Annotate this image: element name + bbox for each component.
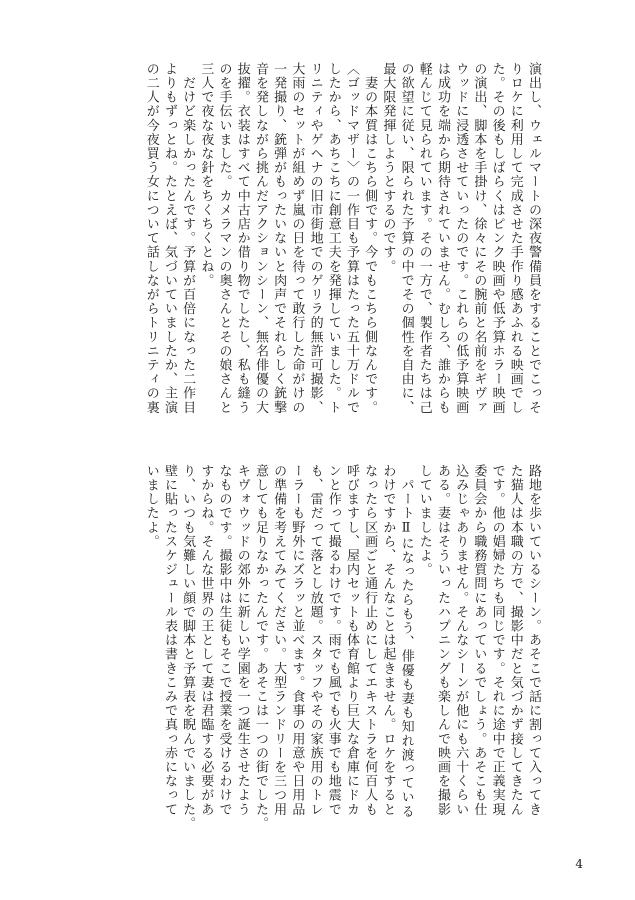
text-line: 委員会から職務質問にあっているでしょう。あそこも仕 xyxy=(471,464,487,817)
text-line: た。その後もしばらくはピンク映画や低予算ホラー映画 xyxy=(489,62,505,415)
text-line: ウッドに浸透させていったのです。これらの低予算映画 xyxy=(453,62,469,415)
text-line: していましたよ。 xyxy=(416,464,432,577)
text-line: ンと作って撮るわけです。雨でも風でも火事でも地震で xyxy=(325,464,341,817)
text-line: 意しても足りなかったんです。あそこは一つの街でした。 xyxy=(252,464,268,831)
text-line: 一発撮り、銃弾がもったいないと肉声でそれらしく銃撃 xyxy=(271,62,287,415)
upper-text-block xyxy=(112,62,542,437)
text-line: の二人が今夜買う女について話しながらトリニティの裏 xyxy=(143,62,159,415)
page-number: 4 xyxy=(575,857,583,871)
text-line: のを手伝いました。カメラマンの奥さんとその娘さんと xyxy=(216,62,232,415)
text-line: 軽んじて見られています。その一方で、製作者たちは己 xyxy=(416,62,432,415)
text-line: 演出し、ウェルマートの深夜警備員をすることでこっそ xyxy=(526,62,541,415)
text-line: だけど楽しかったんです。予算が百倍になった二作目 xyxy=(180,62,196,415)
text-line: 音を発しながら挑んだアクションシーン、無名俳優の大 xyxy=(252,62,268,415)
text-line: 三人で夜な夜な針をちくちくとね。 xyxy=(198,62,214,288)
text-line: も、雷だって落とし放題。スタッフやその家族用のトレ xyxy=(307,464,323,817)
text-line: 妻の本質はこちら側です。今でもこちら側なんです。 xyxy=(362,62,378,415)
text-line: すからね。そんな世界の王として妻は君臨する必要があ xyxy=(198,464,214,817)
text-line: り、いつも気難しい顔で脚本と予算表を睨んでいました。 xyxy=(180,464,196,831)
text-line: なったら区画ごと通行止めにしてエキストラを何百人も xyxy=(362,464,378,817)
text-line: は成功を端から期待されていません。むしろ、誰からも xyxy=(434,62,450,415)
text-line: 壁に貼ったスケジュール表は書きこみで真っ赤になって xyxy=(161,464,177,817)
text-line: た猫人は本職の方で、撮影中だと気づかず接してきたん xyxy=(507,464,523,817)
text-line: です。他の娼婦たちも同じです。それに途中で正義実現 xyxy=(489,464,505,817)
text-line: キヴォウッドの郊外に新しい学園を一つ誕生させたよう xyxy=(234,464,250,817)
text-line: 大雨のセットが組めず嵐の日を待って敢行した命がけの xyxy=(289,62,305,415)
text-line: よりもずっとね。たとえば、気づいていましたか、主演 xyxy=(161,62,177,415)
text-line: ある。妻はそういったハプニングも楽しんで映画を撮影 xyxy=(434,464,450,817)
text-line: わけですから、そんなことは起きません。ロケをすると xyxy=(380,464,396,817)
text-line: の準備を考えてみてください。大型ランドリーを三つ用 xyxy=(271,464,287,817)
text-line: 呼びますし、屋内セットも体育館より巨大な倉庫にドカ xyxy=(343,464,359,817)
text-line: の演出、脚本を手掛け、徐々にその腕前と名前をギヴァ xyxy=(471,62,487,415)
text-line: 〈ゴッドマザー〉の一作目も予算はたった五十万ドルで xyxy=(343,62,359,415)
text-line: リニティやゲヘナの旧市街地でのゲリラ的無許可撮影、 xyxy=(307,62,323,415)
text-line: 込みじゃありません。そんなシーンが他にも六十くらい xyxy=(453,464,469,817)
text-line: 路地を歩いているシーン。あそこで話に割って入ってき xyxy=(526,464,541,817)
text-line: ーラーも野外にズラッと並べます。食事の用意や日用品 xyxy=(289,464,305,817)
lower-text-block xyxy=(112,464,542,839)
text-line: 最大限発揮しようとするのです。 xyxy=(380,62,396,274)
text-line: なものです。撮影中は生徒もそこで授業を受けるわけで xyxy=(216,464,232,817)
text-line: パートⅡになったらもう、俳優も妻も知れ渡っている xyxy=(398,464,414,819)
text-line: りロケに利用して完成させた手作り感あふれる映画でし xyxy=(507,62,523,415)
text-line: いましたよ。 xyxy=(143,464,159,549)
text-line: 抜擢。衣装はすべて中古店か借り物でしたし、私も縫う xyxy=(234,62,250,415)
text-line: の欲望に従い、限られた予算の中でその個性を自由に、 xyxy=(398,62,414,415)
text-line: したから、あちこちに創意工夫を発揮していました。ト xyxy=(325,62,341,415)
